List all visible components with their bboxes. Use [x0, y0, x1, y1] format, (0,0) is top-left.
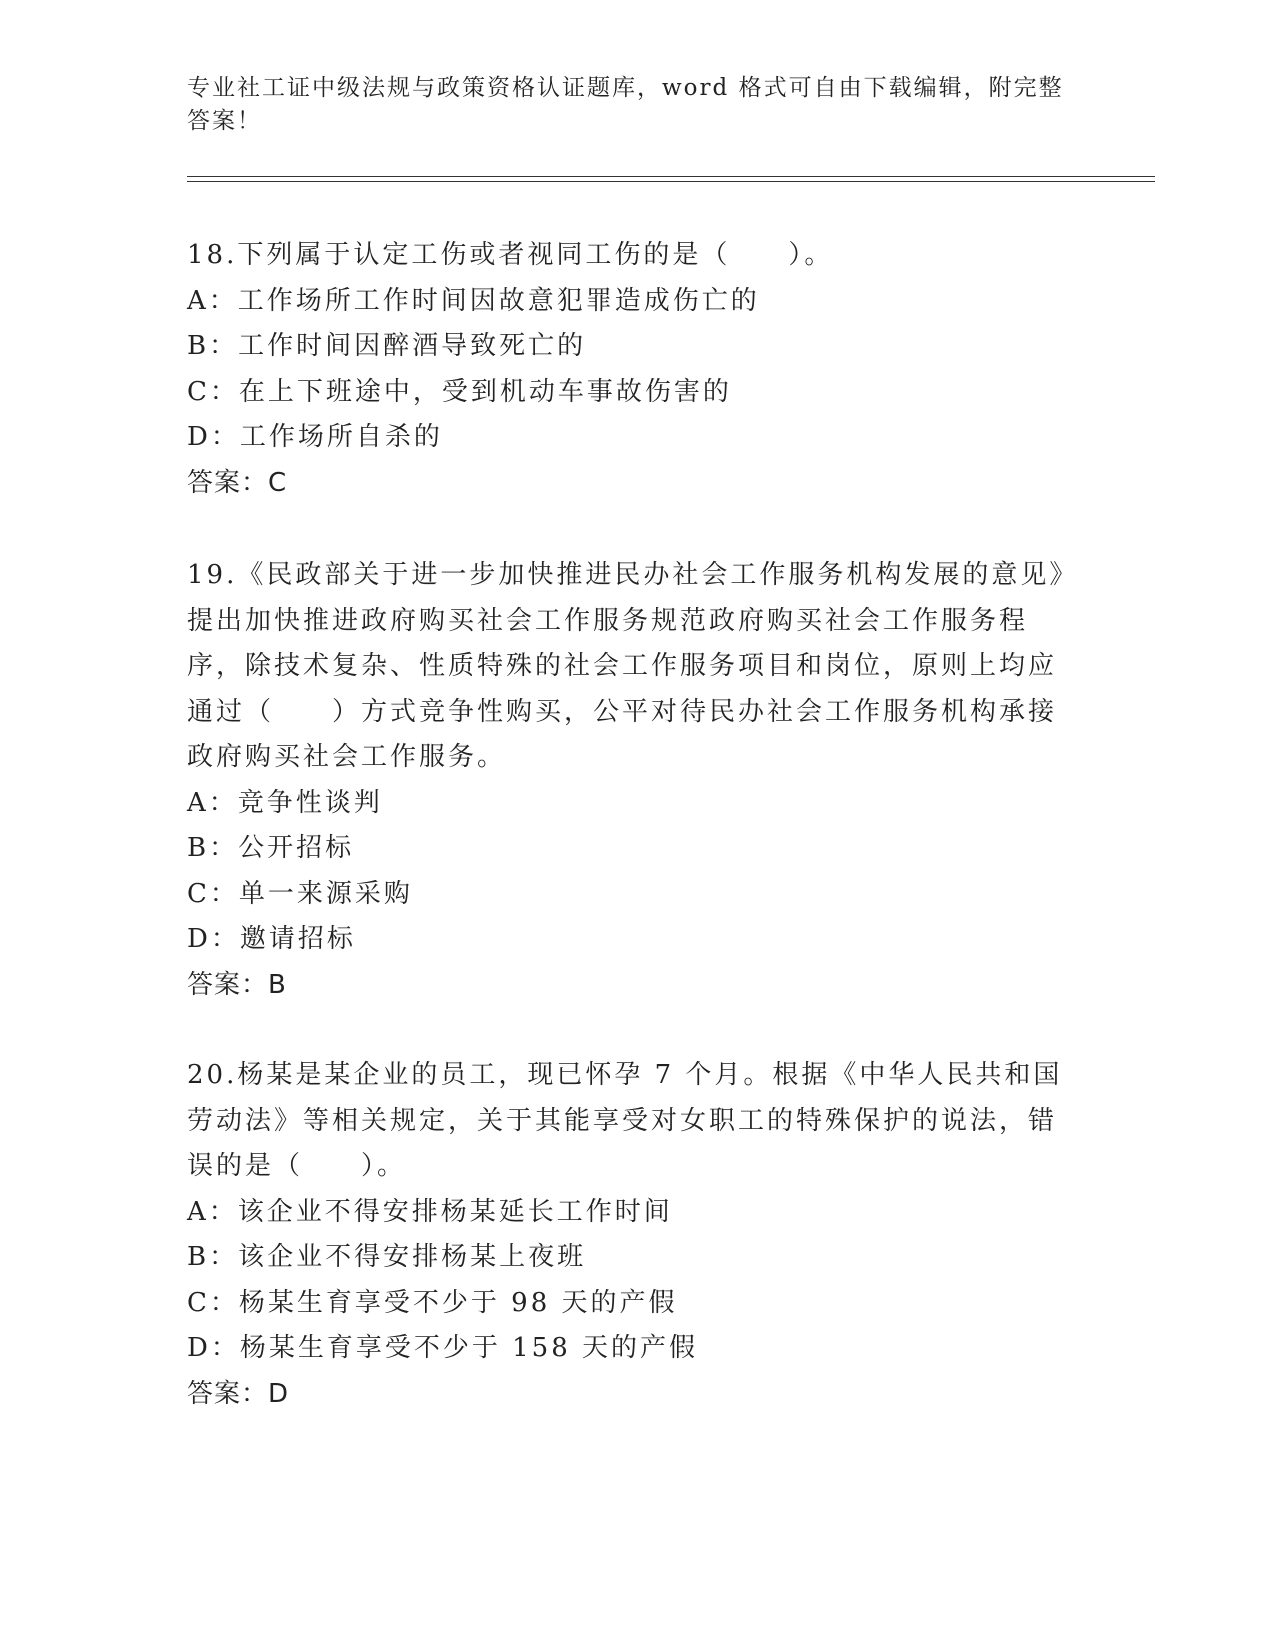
- option-c: C：单一来源采购: [187, 878, 413, 909]
- answer-label: 答案：C: [187, 467, 288, 498]
- question-18: [187, 233, 1067, 506]
- option-d: D：杨某生育享受不少于 158 天的产假: [187, 1333, 699, 1363]
- option-a: A：该企业不得安排杨某延长工作时间: [187, 1196, 673, 1227]
- option-c: C：杨某生育享受不少于 98 天的产假: [187, 1287, 678, 1318]
- answer-label: 答案：B: [187, 969, 287, 1000]
- answer-label: 答案：D: [187, 1378, 290, 1409]
- option-a: A：工作场所工作时间因故意犯罪造成伤亡的: [187, 285, 760, 316]
- option-d: D：邀请招标: [187, 924, 356, 954]
- option-a: A：竞争性谈判: [187, 787, 383, 818]
- question-19: [187, 553, 1067, 1008]
- question-stem: 20.杨某是某企业的员工，现已怀孕 7 个月。根据《中华人民共和国劳动法》等相关规定，关于其能享受对女职工的特殊保护的说法，错误的是（ ）。: [187, 1060, 1063, 1181]
- option-b: B：该企业不得安排杨某上夜班: [187, 1242, 587, 1272]
- option-b: B：工作时间因醉酒导致死亡的: [187, 331, 587, 361]
- option-d: D：工作场所自杀的: [187, 422, 443, 452]
- option-c: C：在上下班途中，受到机动车事故伤害的: [187, 376, 732, 407]
- question-stem: 19.《民政部关于进一步加快推进民办社会工作服务机构发展的意见》提出加快推进政府购买社会工作服务规范政府购买社会工作服务程序，除技术复杂、性质特殊的社会工作服务项目和岗位，原则上均应通过（ ）方式竞争性购买，公平对待民办社会工作服务机构承接政府购买社会工作服务。: [187, 560, 1066, 772]
- question-20: [187, 1053, 1067, 1417]
- question-stem: 18.下列属于认定工伤或者视同工伤的是（ ）。: [187, 240, 834, 270]
- header-rule-bottom: [187, 181, 1155, 182]
- option-b: B：公开招标: [187, 833, 355, 863]
- header-rule-top: [187, 176, 1155, 177]
- document-header: 专业社工证中级法规与政策资格认证题库，word 格式可自由下载编辑，附完整答案！: [187, 75, 1064, 134]
